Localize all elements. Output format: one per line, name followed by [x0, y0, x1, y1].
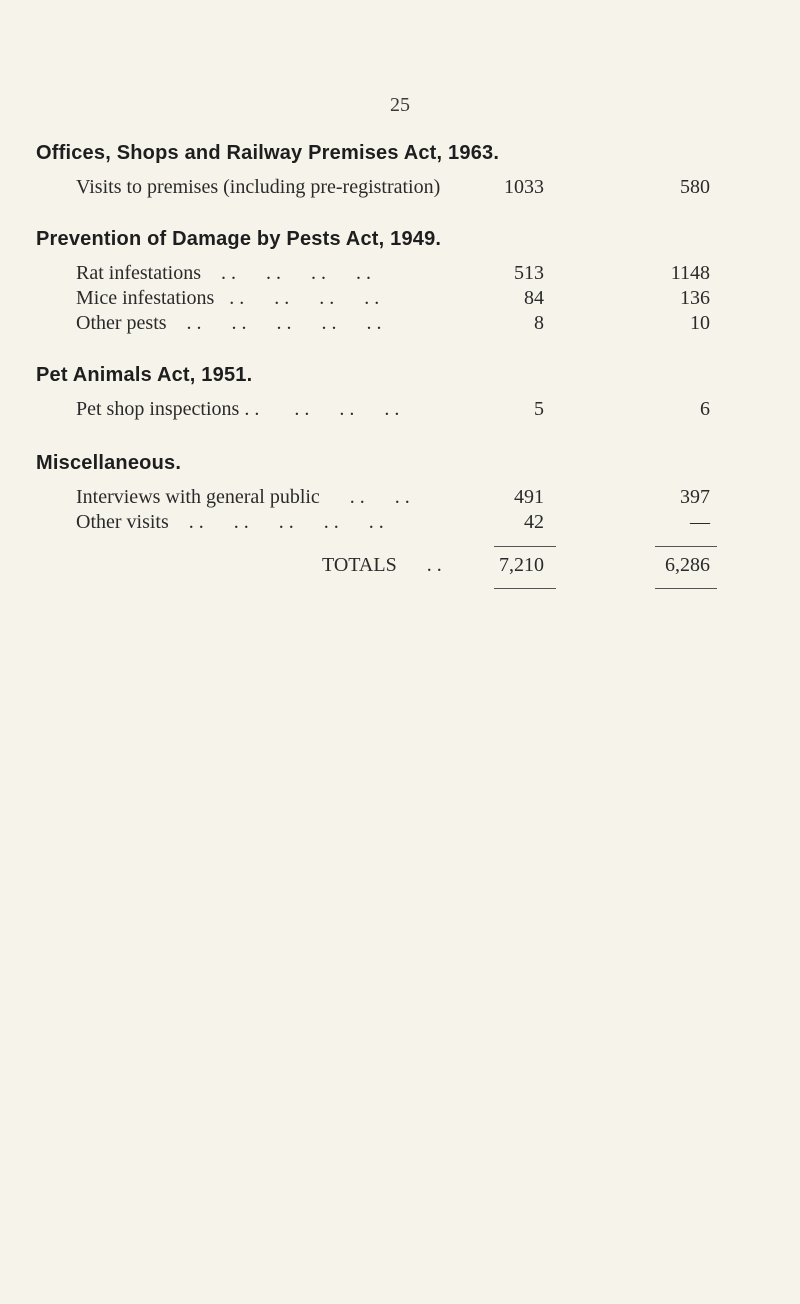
- value-column-2: 136: [680, 287, 710, 309]
- value-column-1: 42: [524, 511, 544, 533]
- total-rule-column-2: [655, 588, 717, 589]
- row-label: Other visits . . . . . . . . . .: [76, 511, 384, 533]
- row-label: Interviews with general public . . . .: [76, 486, 410, 508]
- row-label: Pet shop inspections . . . . . . . .: [76, 398, 400, 420]
- value-column-1: 84: [524, 287, 544, 309]
- value-column-2: 580: [680, 176, 710, 198]
- value-column-2: 6: [700, 398, 710, 420]
- subtotal-rule-column-2: [655, 546, 717, 547]
- value-column-1: 491: [514, 486, 544, 508]
- totals-row: [0, 554, 800, 578]
- page-number: 25: [390, 94, 410, 116]
- table-row: [0, 176, 800, 200]
- row-label: Visits to premises (including pre-registration): [76, 176, 441, 198]
- table-row: [0, 312, 800, 336]
- section-heading-pet-animals: Pet Animals Act, 1951.: [36, 364, 253, 386]
- totals-value-column-1: 7,210: [499, 554, 544, 576]
- section-heading-offices-shops-railway: Offices, Shops and Railway Premises Act, 1963.: [36, 142, 500, 164]
- value-column-1: 1033: [504, 176, 544, 198]
- value-column-1: 8: [534, 312, 544, 334]
- table-row: [0, 511, 800, 535]
- row-label: Mice infestations . . . . . . . .: [76, 287, 380, 309]
- totals-value-column-2: 6,286: [665, 554, 710, 576]
- table-row: [0, 287, 800, 311]
- total-rule-column-1: [494, 588, 556, 589]
- row-label: Other pests . . . . . . . . . .: [76, 312, 382, 334]
- section-heading-prevention-of-damage: Prevention of Damage by Pests Act, 1949.: [36, 228, 442, 250]
- table-row: [0, 486, 800, 510]
- row-label: Rat infestations . . . . . . . .: [76, 262, 371, 284]
- value-column-2: 1148: [670, 262, 710, 284]
- value-column-1: 513: [514, 262, 544, 284]
- subtotal-rule-column-1: [494, 546, 556, 547]
- value-column-1: 5: [534, 398, 544, 420]
- section-heading-miscellaneous: Miscellaneous.: [36, 452, 182, 474]
- value-column-2: 397: [680, 486, 710, 508]
- totals-label: TOTALS . .: [322, 554, 442, 576]
- table-row: [0, 398, 800, 422]
- table-row: [0, 262, 800, 286]
- value-column-2: —: [690, 511, 710, 533]
- value-column-2: 10: [690, 312, 710, 334]
